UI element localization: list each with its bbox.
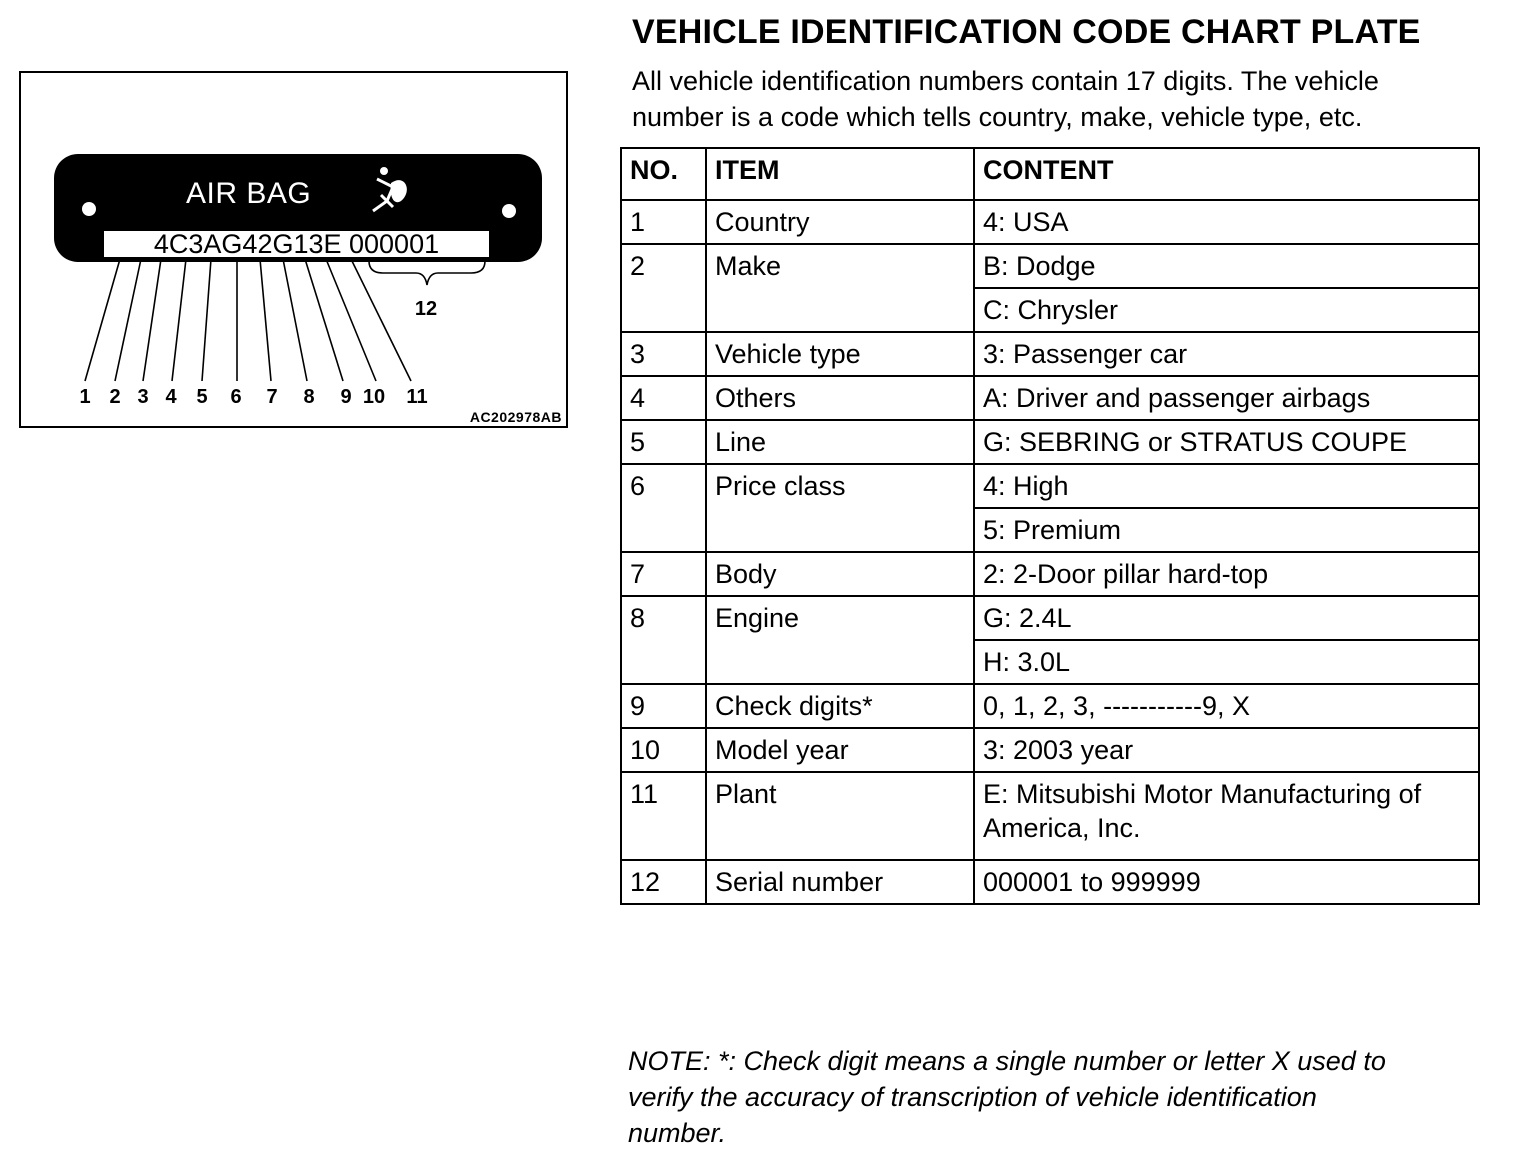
cell-item: Line <box>706 420 974 464</box>
cell-item: Model year <box>706 728 974 772</box>
table-row <box>621 420 1479 464</box>
cell-content: 3: 2003 year <box>974 728 1479 772</box>
table-row <box>621 376 1479 420</box>
cell-content: 4: High <box>974 464 1479 508</box>
table-header-row <box>621 148 1479 200</box>
table-row <box>621 552 1479 596</box>
cell-content: H: 3.0L <box>974 640 1479 684</box>
vin-code-table <box>620 147 1480 905</box>
cell-item: Body <box>706 552 974 596</box>
callout-6: 6 <box>230 386 242 408</box>
intro-line: All vehicle identification numbers contain 17 digits. The vehicle <box>632 66 1379 96</box>
cell-content: G: 2.4L <box>974 596 1479 640</box>
table-row <box>621 200 1479 244</box>
cell-item: Make <box>706 244 974 332</box>
header-item: ITEM <box>706 148 974 200</box>
cell-no: 2 <box>621 244 706 332</box>
cell-no: 3 <box>621 332 706 376</box>
cell-content: 0, 1, 2, 3, -----------9, X <box>974 684 1479 728</box>
callout-11: 11 <box>406 386 428 408</box>
cell-no: 8 <box>621 596 706 684</box>
table-body <box>621 200 1479 904</box>
header-content: CONTENT <box>974 148 1479 200</box>
page-title: VEHICLE IDENTIFICATION CODE CHART PLATE <box>632 13 1421 51</box>
table-row <box>621 596 1479 640</box>
callout-10: 10 <box>362 386 386 408</box>
footnote-line: number. <box>628 1118 727 1148</box>
cell-item: Price class <box>706 464 974 552</box>
cell-item: Others <box>706 376 974 420</box>
callout-8: 8 <box>303 386 315 408</box>
cell-content: 3: Passenger car <box>974 332 1479 376</box>
callout-2: 2 <box>109 386 121 408</box>
cell-content: G: SEBRING or STRATUS COUPE <box>974 420 1479 464</box>
table-row <box>621 772 1479 860</box>
cell-content: B: Dodge <box>974 244 1479 288</box>
cell-content: 4: USA <box>974 200 1479 244</box>
vin-code: 4C3AG42G13E 000001 <box>104 231 489 257</box>
cell-no: 5 <box>621 420 706 464</box>
cell-no: 7 <box>621 552 706 596</box>
cell-no: 11 <box>621 772 706 860</box>
cell-content: 2: 2-Door pillar hard-top <box>974 552 1479 596</box>
table-row <box>621 244 1479 288</box>
cell-no: 1 <box>621 200 706 244</box>
table-row <box>621 684 1479 728</box>
callout-3: 3 <box>137 386 149 408</box>
intro-line: number is a code which tells country, make, vehicle type, etc. <box>632 102 1363 132</box>
intro-paragraph <box>632 63 1512 135</box>
table-row <box>621 464 1479 508</box>
cell-no: 4 <box>621 376 706 420</box>
plate-title: AIR BAG <box>186 177 312 210</box>
cell-item: Engine <box>706 596 974 684</box>
footnote <box>628 1043 1488 1151</box>
cell-no: 9 <box>621 684 706 728</box>
table-row <box>621 860 1479 904</box>
cell-no: 6 <box>621 464 706 552</box>
callout-9: 9 <box>340 386 352 408</box>
callout-leaders <box>85 259 485 381</box>
callout-1: 1 <box>79 386 91 408</box>
callout-12: 12 <box>414 298 438 320</box>
header-no: NO. <box>621 148 706 200</box>
cell-no: 10 <box>621 728 706 772</box>
cell-item: Vehicle type <box>706 332 974 376</box>
cell-content: C: Chrysler <box>974 288 1479 332</box>
callout-7: 7 <box>266 386 278 408</box>
footnote-line: verify the accuracy of transcription of vehicle identification <box>628 1082 1317 1112</box>
cell-content: 000001 to 999999 <box>974 860 1479 904</box>
cell-content: E: Mitsubishi Motor Manufacturing of America, Inc. <box>974 772 1479 860</box>
footnote-line: NOTE: *: Check digit means a single number or letter X used to <box>628 1046 1386 1076</box>
callout-5: 5 <box>196 386 208 408</box>
table-row <box>621 332 1479 376</box>
table-row <box>621 728 1479 772</box>
callout-4: 4 <box>165 386 177 408</box>
plate-rivet-right <box>502 204 516 218</box>
plate-rivet-left <box>82 202 96 216</box>
cell-item: Country <box>706 200 974 244</box>
cell-content: 5: Premium <box>974 508 1479 552</box>
cell-content: A: Driver and passenger airbags <box>974 376 1479 420</box>
cell-no: 12 <box>621 860 706 904</box>
figure-code: AC202978AB <box>469 409 562 425</box>
cell-item: Plant <box>706 772 974 860</box>
cell-item: Serial number <box>706 860 974 904</box>
cell-item: Check digits* <box>706 684 974 728</box>
vin-plate-figure <box>19 71 568 428</box>
